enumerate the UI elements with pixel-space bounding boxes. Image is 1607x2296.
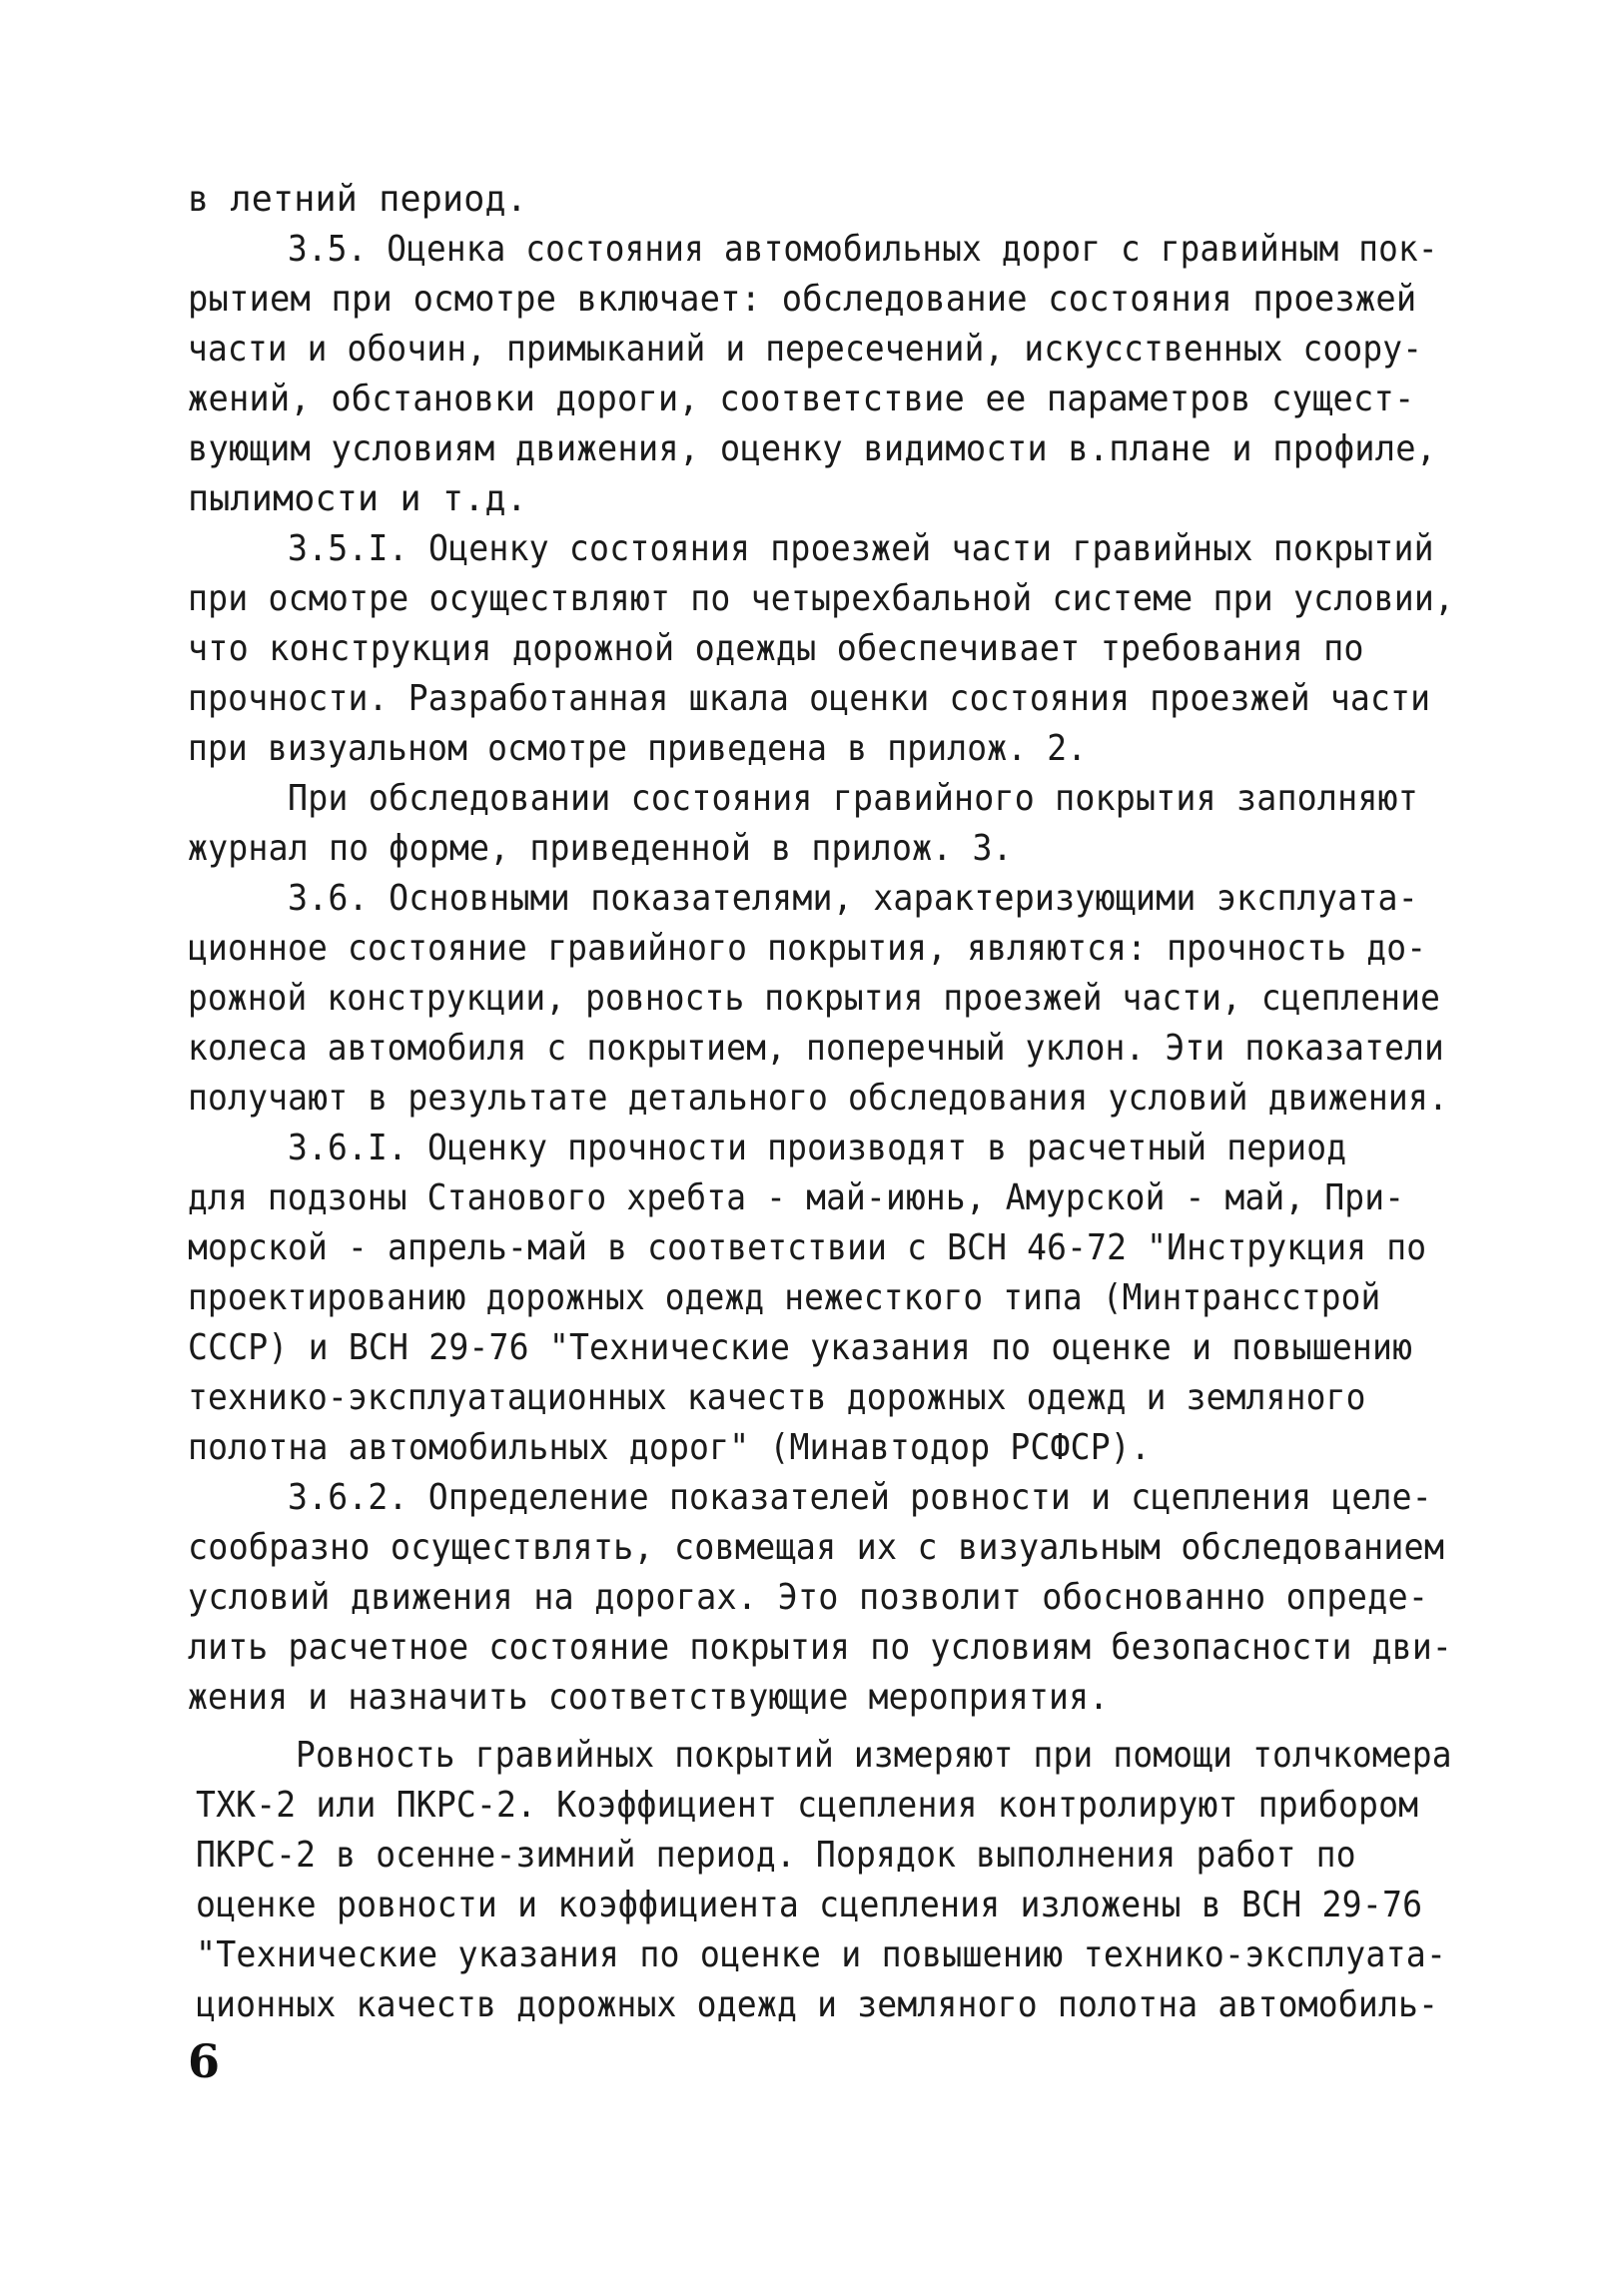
paragraph-3-6-line: 3.6. Основными показателями, характеризующими эксплуата- — [288, 878, 1418, 919]
text-line: ТХК-2 или ПКРС-2. Коэффициент сцепления контролируют прибором — [196, 1785, 1419, 1826]
text-line: СССР) и ВСН 29-76 "Технические указания по оценке и повышению — [188, 1327, 1413, 1368]
paragraph-line: Ровность гравийных покрытий измеряют при помощи толчкомера — [296, 1735, 1452, 1776]
text-line: рытием при осмотре включает: обследование состояния проезжей — [188, 279, 1417, 320]
text-line: условий движения на дорогах. Это позволит обоснованно опреде- — [188, 1577, 1429, 1618]
text-line: ционных качеств дорожных одежд и земляного полотна автомобиль- — [196, 1984, 1439, 2025]
text-line: полотна автомобильных дорог" (Минавтодор РСФСР). — [188, 1427, 1151, 1468]
page-number: 6 — [188, 2034, 221, 2088]
paragraph-3-5-1-line: 3.5.I. Оценку состояния проезжей части гравийных покрытий — [288, 528, 1434, 569]
text-line: колеса автомобиля с покрытием, поперечный уклон. Эти показатели — [188, 1028, 1445, 1069]
text-line: проектированию дорожных одежд нежесткого типа (Минтрансстрой — [188, 1277, 1381, 1318]
text-line: жений, обстановки дороги, соответствие ее параметров сущест- — [188, 379, 1415, 419]
paragraph-line: При обследовании состояния гравийного покрытия заполняют — [288, 778, 1418, 819]
text-line: морской - апрель-май в соответствии с ВСН 46-72 "Инструкция по — [188, 1227, 1427, 1268]
text-line: журнал по форме, приведенной в прилож. 3. — [188, 828, 1013, 869]
text-line: ПКРС-2 в осенне-зимний период. Порядок выполнения работ по — [196, 1835, 1356, 1876]
paragraph-3-6-2-line: 3.6.2. Определение показателей ровности и сцепления целе- — [288, 1477, 1432, 1518]
text-line: при визуальном осмотре приведена в прилож. 2. — [188, 728, 1088, 769]
text-line: вующим условиям движения, оценку видимости в.плане и профиле, — [188, 428, 1437, 469]
text-line: сообразно осуществлять, совмещая их с визуальным обследованием — [188, 1527, 1445, 1568]
text-line: лить расчетное состояние покрытия по условиям безопасности дви- — [188, 1627, 1453, 1668]
text-line: ционное состояние гравийного покрытия, являются: прочность до- — [188, 928, 1427, 969]
text-line: рожной конструкции, ровность покрытия проезжей части, сцепление — [188, 978, 1441, 1019]
text-line: пылимости и т.д. — [188, 478, 527, 519]
paragraph-3-6-1-line: 3.6.I. Оценку прочности производят в расчетный период — [288, 1128, 1347, 1168]
text-line: технико-эксплуатационных качеств дорожных одежд и земляного — [188, 1377, 1366, 1418]
text-line: части и обочин, примыканий и пересечений, искусственных соору- — [188, 329, 1423, 370]
text-line: жения и назначить соответствующие мероприятия. — [188, 1677, 1110, 1718]
text-line: в летний период. — [188, 179, 527, 220]
text-line: для подзоны Станового хребта - май-июнь, Амурской - май, При- — [188, 1177, 1405, 1218]
paragraph-3-5-line: 3.5. Оценка состояния автомобильных дорог с гравийным пок- — [288, 229, 1438, 270]
text-line: прочности. Разработанная шкала оценки состояния проезжей части — [188, 678, 1431, 719]
text-line: оценке ровности и коэффициента сцепления изложены в ВСН 29-76 — [196, 1885, 1423, 1925]
text-line: при осмотре осуществляют по четырехбальной системе при условии, — [188, 578, 1455, 619]
text-line: что конструкция дорожной одежды обеспечивает требования по — [188, 628, 1364, 669]
text-line: получают в результате детального обследования условий движения. — [188, 1078, 1449, 1119]
text-line: "Технические указания по оценке и повышению технико-эксплуата- — [196, 1934, 1447, 1975]
